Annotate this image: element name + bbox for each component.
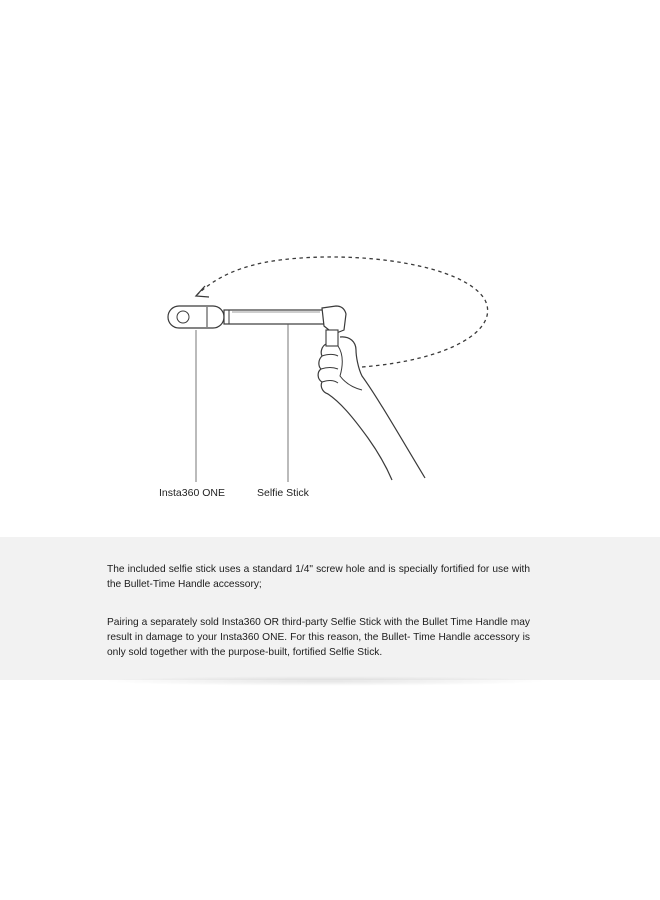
description-paragraph-2: Pairing a separately sold Insta360 OR third-party Selfie Stick with the Bullet Time Handle may result in damage to your Insta360 ONE. For this reason, the Bullet- Time Handle accessory is only sold together with the purpose-built, fortified Selfie Stick. <box>107 617 530 658</box>
arrow-head-icon <box>196 286 209 297</box>
hand-outline <box>340 337 425 478</box>
insta360-one-label: Insta360 ONE <box>159 487 225 499</box>
camera-body <box>168 306 224 328</box>
selfie-stick-label: Selfie Stick <box>257 487 309 499</box>
description-paragraph-1: The included selfie stick uses a standard 1/4" screw hole and is specially fortified for use with the Bullet-Time Handle accessory; <box>107 564 530 590</box>
